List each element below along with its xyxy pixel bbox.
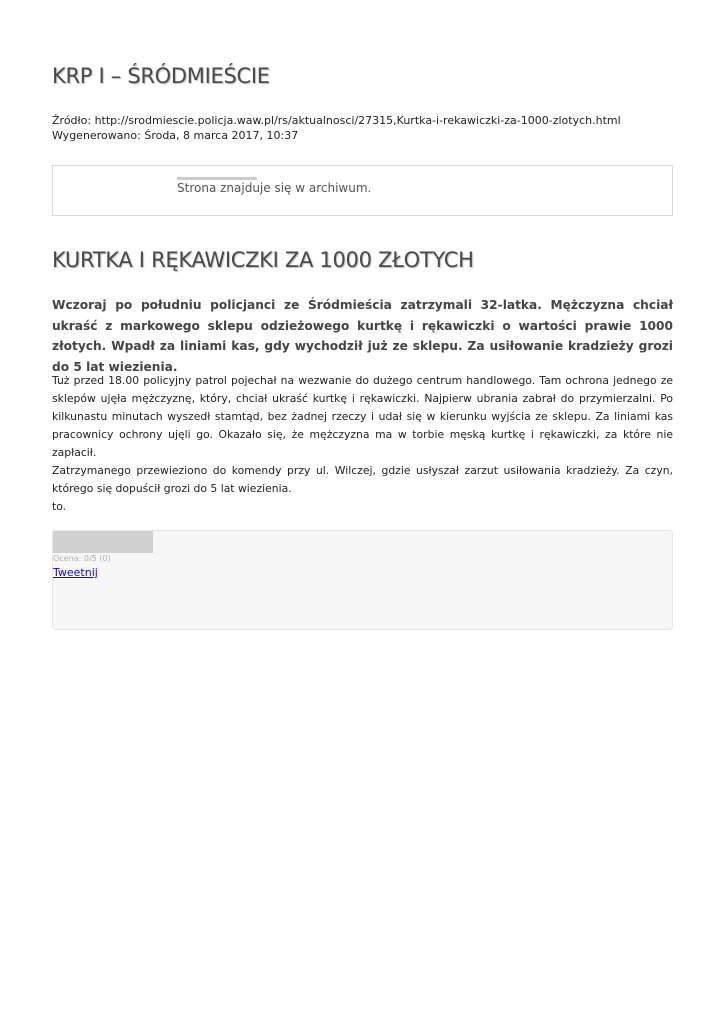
article-title: KURTKA I RĘKAWICZKI ZA 1000 ZŁOTYCH xyxy=(52,248,474,272)
tweet-link[interactable]: Tweetnij xyxy=(53,566,98,579)
article-paragraph: Tuż przed 18.00 policyjny patrol pojechał na wezwanie do dużego centrum handlowego. Tam ochrona jednego ze sklepów ujęła mężczyznę, który, chciał ukraść kurtkę i rękawiczki. Najpierw ubrania zabrał do przymierzalni. Po kilkunastu minutach wyszedł stamtąd, bez żadnej rzeczy i udał się w kierunku wyjścia ze sklepu. Za liniami kas pracownicy ochrony ujęli go. Okazało się, że mężczyzna ma w torbie męską kurtkę i rękawiczki, za które nie zapłacił. xyxy=(52,374,673,459)
rating-score-text: Ocena: 0/5 (0) xyxy=(53,554,111,563)
article-paragraph: Zatrzymanego przewieziono do komendy przy ul. Wilczej, gdzie usłyszał zarzut usiłowania kradzieży. Za czyn, którego się dopuścił grozi do 5 lat wiezienia. xyxy=(52,464,673,495)
archive-notice-text: Strona znajduje się w archiwum. xyxy=(177,181,372,195)
archive-notice-bar xyxy=(177,177,257,180)
article-paragraph: to. xyxy=(52,500,67,513)
rating-box xyxy=(52,530,673,630)
archive-notice-box xyxy=(52,165,673,216)
document-meta xyxy=(52,113,621,143)
site-title: KRP I – ŚRÓDMIEŚCIE xyxy=(52,64,270,88)
article-lead: Wczoraj po południu policjanci ze Śródmieścia zatrzymali 32-latka. Mężczyzna chciał ukraść z markowego sklepu odzieżowego kurtkę i rękawiczki o wartości prawie 1000 złotych. Wpadł za liniami kas, gdy wychodził już ze sklepu. Za usiłowanie kradzieży grozi do 5 lat wiezienia. xyxy=(52,298,673,374)
source-line: Źródło: http://srodmiescie.policja.waw.pl/rs/aktualnosci/27315,Kurtka-i-rekawiczki-za-1000-zlotych.html xyxy=(52,114,621,127)
rating-stars-widget[interactable] xyxy=(53,531,153,553)
article-body xyxy=(52,372,673,516)
generated-line: Wygenerowano: Środa, 8 marca 2017, 10:37 xyxy=(52,129,299,142)
